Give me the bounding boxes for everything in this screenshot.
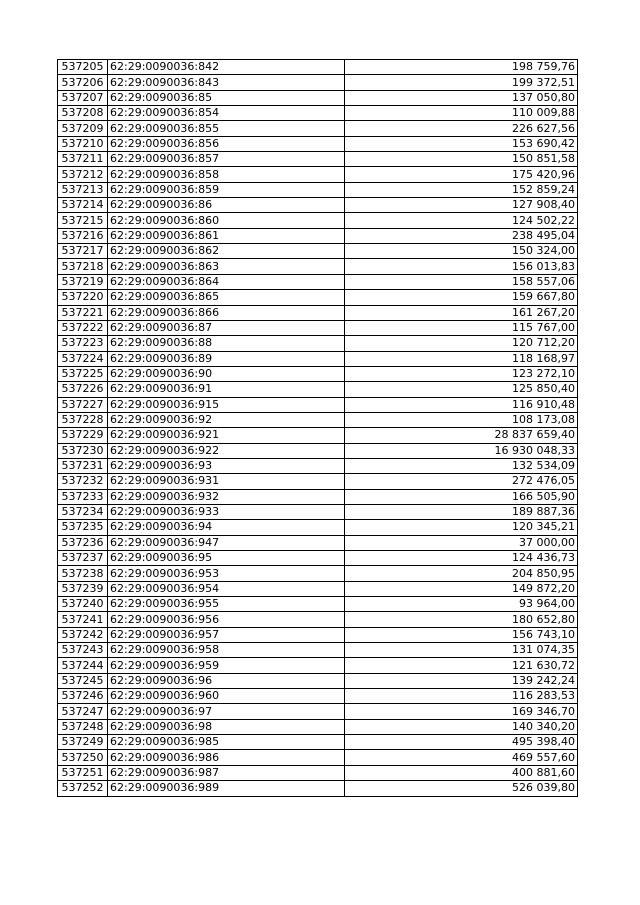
row-number-cell: 537216 xyxy=(58,228,108,243)
cadastral-number-cell: 62:29:0090036:854 xyxy=(108,106,345,121)
table-row xyxy=(58,213,578,228)
cadastral-value-cell: 123 272,10 xyxy=(345,366,578,381)
cadastral-value-cell: 116 910,48 xyxy=(345,397,578,412)
row-number-cell: 537210 xyxy=(58,136,108,151)
table-row xyxy=(58,428,578,443)
table-row xyxy=(58,581,578,596)
row-number-cell: 537211 xyxy=(58,152,108,167)
table-row xyxy=(58,643,578,658)
cadastral-number-cell: 62:29:0090036:93 xyxy=(108,458,345,473)
cadastral-number-cell: 62:29:0090036:90 xyxy=(108,366,345,381)
row-number-cell: 537208 xyxy=(58,106,108,121)
cadastral-value-cell: 156 013,83 xyxy=(345,259,578,274)
table-row xyxy=(58,152,578,167)
cadastral-number-cell: 62:29:0090036:958 xyxy=(108,643,345,658)
row-number-cell: 537215 xyxy=(58,213,108,228)
cadastral-number-cell: 62:29:0090036:91 xyxy=(108,382,345,397)
row-number-cell: 537233 xyxy=(58,489,108,504)
row-number-cell: 537222 xyxy=(58,320,108,335)
row-number-cell: 537231 xyxy=(58,458,108,473)
cadastral-value-cell: 124 502,22 xyxy=(345,213,578,228)
cadastral-number-cell: 62:29:0090036:856 xyxy=(108,136,345,151)
cadastral-number-cell: 62:29:0090036:857 xyxy=(108,152,345,167)
cadastral-number-cell: 62:29:0090036:986 xyxy=(108,750,345,765)
cadastral-value-cell: 149 872,20 xyxy=(345,581,578,596)
cadastral-number-cell: 62:29:0090036:89 xyxy=(108,351,345,366)
table-row xyxy=(58,443,578,458)
cadastral-value-cell: 121 630,72 xyxy=(345,658,578,673)
cadastral-value-cell: 156 743,10 xyxy=(345,627,578,642)
cadastral-value-cell: 226 627,56 xyxy=(345,121,578,136)
table-row xyxy=(58,106,578,121)
cadastral-value-cell: 110 009,88 xyxy=(345,106,578,121)
row-number-cell: 537236 xyxy=(58,535,108,550)
cadastral-value-cell: 137 050,80 xyxy=(345,90,578,105)
row-number-cell: 537234 xyxy=(58,504,108,519)
row-number-cell: 537225 xyxy=(58,366,108,381)
table-row xyxy=(58,750,578,765)
row-number-cell: 537249 xyxy=(58,735,108,750)
cadastral-value-cell: 93 964,00 xyxy=(345,597,578,612)
cadastral-number-cell: 62:29:0090036:947 xyxy=(108,535,345,550)
cadastral-value-cell: 116 283,53 xyxy=(345,689,578,704)
row-number-cell: 537232 xyxy=(58,474,108,489)
cadastral-number-cell: 62:29:0090036:842 xyxy=(108,60,345,75)
cadastral-value-cell: 108 173,08 xyxy=(345,412,578,427)
cadastral-number-cell: 62:29:0090036:96 xyxy=(108,673,345,688)
row-number-cell: 537205 xyxy=(58,60,108,75)
table-row xyxy=(58,597,578,612)
row-number-cell: 537250 xyxy=(58,750,108,765)
row-number-cell: 537245 xyxy=(58,673,108,688)
cadastral-value-cell: 166 505,90 xyxy=(345,489,578,504)
cadastral-number-cell: 62:29:0090036:95 xyxy=(108,551,345,566)
table-row xyxy=(58,504,578,519)
row-number-cell: 537237 xyxy=(58,551,108,566)
table-row xyxy=(58,198,578,213)
table-row xyxy=(58,351,578,366)
cadastral-value-cell: 158 557,06 xyxy=(345,274,578,289)
table-row xyxy=(58,397,578,412)
cadastral-value-cell: 161 267,20 xyxy=(345,305,578,320)
row-number-cell: 537239 xyxy=(58,581,108,596)
cadastral-number-cell: 62:29:0090036:865 xyxy=(108,290,345,305)
cadastral-number-cell: 62:29:0090036:955 xyxy=(108,597,345,612)
cadastral-number-cell: 62:29:0090036:861 xyxy=(108,228,345,243)
cadastral-value-cell: 125 850,40 xyxy=(345,382,578,397)
row-number-cell: 537251 xyxy=(58,765,108,780)
row-number-cell: 537247 xyxy=(58,704,108,719)
row-number-cell: 537218 xyxy=(58,259,108,274)
cadastral-value-cell: 204 850,95 xyxy=(345,566,578,581)
row-number-cell: 537214 xyxy=(58,198,108,213)
table-row xyxy=(58,704,578,719)
table-row xyxy=(58,627,578,642)
table-row xyxy=(58,320,578,335)
cadastral-value-cell: 169 346,70 xyxy=(345,704,578,719)
table-row xyxy=(58,290,578,305)
row-number-cell: 537227 xyxy=(58,397,108,412)
cadastral-value-cell: 139 242,24 xyxy=(345,673,578,688)
table-row xyxy=(58,551,578,566)
cadastral-value-cell: 175 420,96 xyxy=(345,167,578,182)
cadastral-value-cell: 189 887,36 xyxy=(345,504,578,519)
table-row xyxy=(58,259,578,274)
row-number-cell: 537221 xyxy=(58,305,108,320)
cadastral-number-cell: 62:29:0090036:921 xyxy=(108,428,345,443)
cadastral-number-cell: 62:29:0090036:92 xyxy=(108,412,345,427)
table-row xyxy=(58,60,578,75)
cadastral-number-cell: 62:29:0090036:85 xyxy=(108,90,345,105)
cadastral-number-cell: 62:29:0090036:922 xyxy=(108,443,345,458)
row-number-cell: 537244 xyxy=(58,658,108,673)
row-number-cell: 537228 xyxy=(58,412,108,427)
table-row xyxy=(58,689,578,704)
row-number-cell: 537230 xyxy=(58,443,108,458)
table-row xyxy=(58,274,578,289)
row-number-cell: 537219 xyxy=(58,274,108,289)
cadastral-number-cell: 62:29:0090036:931 xyxy=(108,474,345,489)
cadastral-value-cell: 127 908,40 xyxy=(345,198,578,213)
cadastral-value-cell: 152 859,24 xyxy=(345,182,578,197)
cadastral-number-cell: 62:29:0090036:862 xyxy=(108,244,345,259)
cadastral-value-cell: 199 372,51 xyxy=(345,75,578,90)
cadastral-number-cell: 62:29:0090036:953 xyxy=(108,566,345,581)
cadastral-number-cell: 62:29:0090036:959 xyxy=(108,658,345,673)
row-number-cell: 537243 xyxy=(58,643,108,658)
table-row xyxy=(58,136,578,151)
table-body xyxy=(58,60,578,797)
cadastral-number-cell: 62:29:0090036:97 xyxy=(108,704,345,719)
cadastral-number-cell: 62:29:0090036:933 xyxy=(108,504,345,519)
table-row xyxy=(58,489,578,504)
table-row xyxy=(58,366,578,381)
row-number-cell: 537209 xyxy=(58,121,108,136)
row-number-cell: 537248 xyxy=(58,719,108,734)
cadastral-value-cell: 28 837 659,40 xyxy=(345,428,578,443)
table-row xyxy=(58,412,578,427)
cadastral-value-cell: 153 690,42 xyxy=(345,136,578,151)
cadastral-value-cell: 469 557,60 xyxy=(345,750,578,765)
cadastral-value-cell: 526 039,80 xyxy=(345,781,578,796)
row-number-cell: 537241 xyxy=(58,612,108,627)
cadastral-value-cell: 131 074,35 xyxy=(345,643,578,658)
cadastral-number-cell: 62:29:0090036:860 xyxy=(108,213,345,228)
cadastral-number-cell: 62:29:0090036:932 xyxy=(108,489,345,504)
cadastral-value-cell: 120 345,21 xyxy=(345,520,578,535)
table-row xyxy=(58,75,578,90)
cadastral-number-cell: 62:29:0090036:960 xyxy=(108,689,345,704)
row-number-cell: 537246 xyxy=(58,689,108,704)
cadastral-number-cell: 62:29:0090036:954 xyxy=(108,581,345,596)
row-number-cell: 537206 xyxy=(58,75,108,90)
cadastral-number-cell: 62:29:0090036:843 xyxy=(108,75,345,90)
cadastral-value-cell: 16 930 048,33 xyxy=(345,443,578,458)
cadastral-number-cell: 62:29:0090036:98 xyxy=(108,719,345,734)
row-number-cell: 537235 xyxy=(58,520,108,535)
cadastral-number-cell: 62:29:0090036:86 xyxy=(108,198,345,213)
cadastral-number-cell: 62:29:0090036:87 xyxy=(108,320,345,335)
row-number-cell: 537213 xyxy=(58,182,108,197)
cadastral-value-cell: 495 398,40 xyxy=(345,735,578,750)
table-row xyxy=(58,658,578,673)
cadastral-number-cell: 62:29:0090036:94 xyxy=(108,520,345,535)
table-row xyxy=(58,305,578,320)
table-row xyxy=(58,520,578,535)
row-number-cell: 537242 xyxy=(58,627,108,642)
table-row xyxy=(58,121,578,136)
cadastral-value-cell: 272 476,05 xyxy=(345,474,578,489)
cadastral-value-cell: 132 534,09 xyxy=(345,458,578,473)
row-number-cell: 537207 xyxy=(58,90,108,105)
cadastral-value-cell: 115 767,00 xyxy=(345,320,578,335)
cadastral-value-cell: 198 759,76 xyxy=(345,60,578,75)
cadastral-number-cell: 62:29:0090036:989 xyxy=(108,781,345,796)
table-row xyxy=(58,336,578,351)
table-row xyxy=(58,182,578,197)
cadastral-number-cell: 62:29:0090036:957 xyxy=(108,627,345,642)
table-row xyxy=(58,167,578,182)
table-row xyxy=(58,535,578,550)
row-number-cell: 537240 xyxy=(58,597,108,612)
cadastral-value-cell: 150 851,58 xyxy=(345,152,578,167)
row-number-cell: 537229 xyxy=(58,428,108,443)
table-row xyxy=(58,474,578,489)
cadastral-value-cell: 37 000,00 xyxy=(345,535,578,550)
cadastral-number-cell: 62:29:0090036:985 xyxy=(108,735,345,750)
row-number-cell: 537223 xyxy=(58,336,108,351)
row-number-cell: 537217 xyxy=(58,244,108,259)
cadastral-number-cell: 62:29:0090036:859 xyxy=(108,182,345,197)
row-number-cell: 537252 xyxy=(58,781,108,796)
table-row xyxy=(58,458,578,473)
cadastral-number-cell: 62:29:0090036:88 xyxy=(108,336,345,351)
row-number-cell: 537226 xyxy=(58,382,108,397)
cadastral-value-cell: 118 168,97 xyxy=(345,351,578,366)
cadastral-value-cell: 159 667,80 xyxy=(345,290,578,305)
table-row xyxy=(58,735,578,750)
table-row xyxy=(58,90,578,105)
cadastral-value-cell: 238 495,04 xyxy=(345,228,578,243)
row-number-cell: 537224 xyxy=(58,351,108,366)
cadastral-value-table xyxy=(57,59,578,797)
cadastral-number-cell: 62:29:0090036:864 xyxy=(108,274,345,289)
cadastral-number-cell: 62:29:0090036:855 xyxy=(108,121,345,136)
table-row xyxy=(58,612,578,627)
table-row xyxy=(58,244,578,259)
cadastral-number-cell: 62:29:0090036:863 xyxy=(108,259,345,274)
cadastral-value-cell: 180 652,80 xyxy=(345,612,578,627)
cadastral-value-cell: 140 340,20 xyxy=(345,719,578,734)
table-row xyxy=(58,228,578,243)
table-row xyxy=(58,781,578,796)
cadastral-number-cell: 62:29:0090036:915 xyxy=(108,397,345,412)
cadastral-value-cell: 400 881,60 xyxy=(345,765,578,780)
cadastral-value-cell: 120 712,20 xyxy=(345,336,578,351)
row-number-cell: 537220 xyxy=(58,290,108,305)
row-number-cell: 537212 xyxy=(58,167,108,182)
table-row xyxy=(58,765,578,780)
cadastral-number-cell: 62:29:0090036:866 xyxy=(108,305,345,320)
cadastral-number-cell: 62:29:0090036:987 xyxy=(108,765,345,780)
cadastral-number-cell: 62:29:0090036:858 xyxy=(108,167,345,182)
table-row xyxy=(58,566,578,581)
table-row xyxy=(58,382,578,397)
cadastral-number-cell: 62:29:0090036:956 xyxy=(108,612,345,627)
table-row xyxy=(58,673,578,688)
table-row xyxy=(58,719,578,734)
cadastral-value-cell: 150 324,00 xyxy=(345,244,578,259)
row-number-cell: 537238 xyxy=(58,566,108,581)
cadastral-value-cell: 124 436,73 xyxy=(345,551,578,566)
